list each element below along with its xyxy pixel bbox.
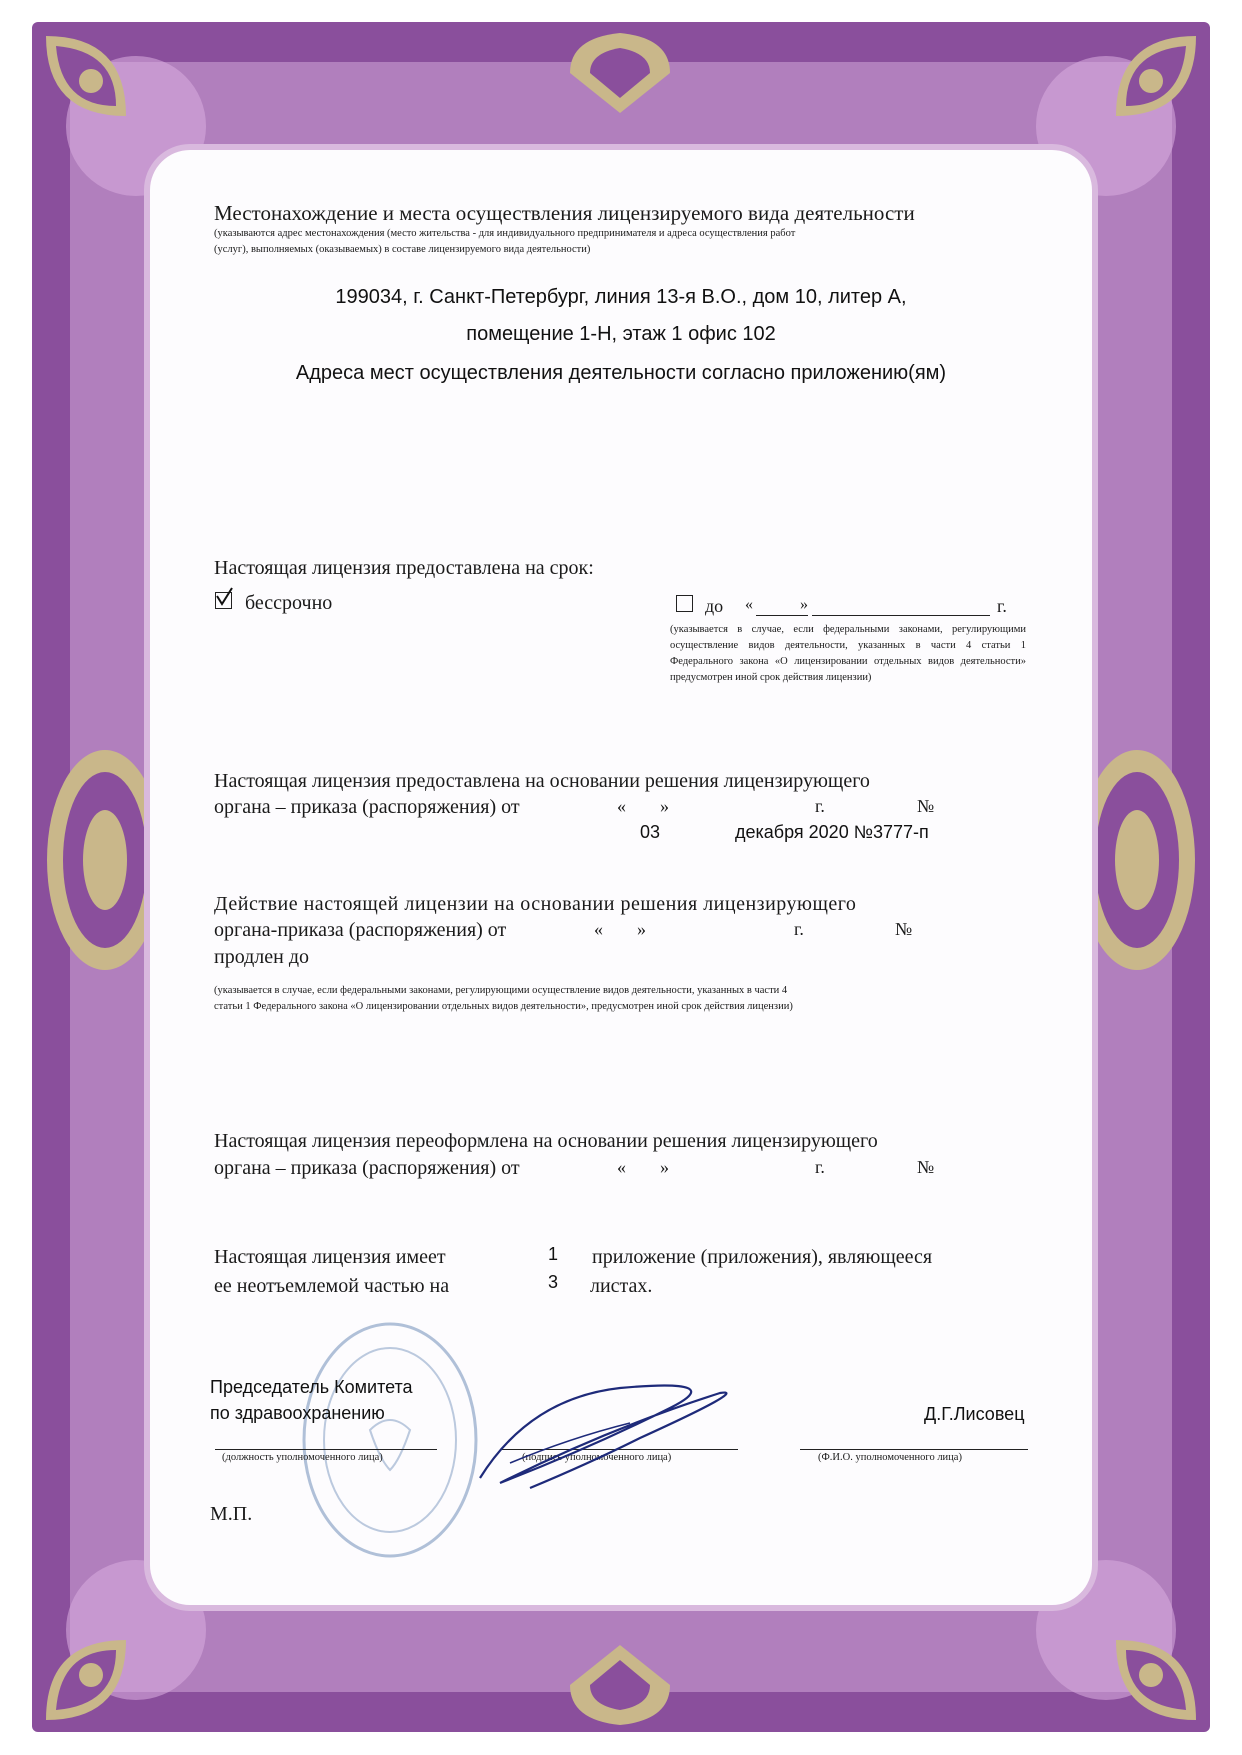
extended-open-quote: « [594,919,603,939]
extended-line1: Действие настоящей лицензии на основании решения лицензирующего [214,893,857,915]
attachments-left-line1: Настоящая лицензия имеет [214,1246,446,1268]
extended-line3: продлен до [214,946,310,968]
official-stamp-icon [300,1320,480,1560]
attachments-right-line2: листах. [590,1275,653,1297]
position-caption: (должность уполномоченного лица) [222,1452,383,1463]
until-day-blank [756,615,808,616]
reissued-line2: органа – приказа (распоряжения) от [214,1157,520,1179]
basis-number-sign: № [917,796,935,816]
addresses-reference: Адреса мест осуществления деятельности согласно приложению(ям) [295,362,947,384]
term-heading: Настоящая лицензия предоставлена на срок: [214,557,594,579]
extended-close-quote: » [637,919,646,939]
address-line2: помещение 1-Н, этаж 1 офис 102 [466,323,776,345]
basis-year-suffix: г. [815,796,825,816]
extended-number-sign: № [895,919,913,939]
signer-position-line2: по здравоохранению [210,1403,385,1423]
attachments-count: 1 [548,1244,559,1264]
reissued-open-quote: « [617,1157,626,1177]
attachments-left-line2: ее неотъемлемой частью на [214,1275,450,1297]
address-line1: 199034, г. Санкт-Петербург, линия 13-я В.О., дом 10, литер А, [335,286,907,308]
extended-note: (указывается в случае, если федеральными законами, регулирующими осуществление видов деятельности, указанных в части 4 статьи 1 Федерального закона «О лицензировании отдельных видов деятельности», предусмотрен иной срок действия лицензии) [214,985,793,1012]
basis-open-quote: « [617,796,626,816]
reissued-number-sign: № [917,1157,935,1177]
basis-line1: Настоящая лицензия предоставлена на основании решения лицензирующего [214,770,870,792]
until-month-blank [812,615,990,616]
location-heading: Местонахождение и места осуществления лицензируемого вида деятельности [214,201,915,225]
basis-line2: органа – приказа (распоряжения) от [214,796,520,818]
extended-line2: органа-приказа (распоряжения) от [214,919,507,941]
handwritten-signature-icon [470,1368,760,1498]
position-underline [215,1449,437,1450]
basis-day: 03 [640,822,661,842]
signer-position-line1: Председатель Комитета [210,1377,413,1397]
attachments-sheets-count: 3 [548,1272,559,1292]
top-ornament-icon [560,28,680,118]
until-close-quote: » [800,596,808,613]
until-date-checkbox[interactable] [676,595,693,612]
extended-year-suffix: г. [794,919,804,939]
name-underline [800,1449,1028,1450]
location-note-line1: (указываются адрес местонахождения (место жительства - для индивидуального предпринимателя и адреса осуществления работ [214,228,796,239]
until-label: до [705,596,724,616]
checkmark-icon [213,586,235,608]
signer-name: Д.Г.Лисовец [924,1404,1025,1424]
reissued-year-suffix: г. [815,1157,825,1177]
basis-close-quote: » [660,796,669,816]
signature-caption: (подпись уполномоченного лица) [522,1452,672,1463]
until-open-quote: « [745,596,753,613]
attachments-right-line1: приложение (приложения), являющееся [592,1246,933,1268]
seal-place-label: М.П. [210,1503,253,1525]
indefinite-label: бессрочно [245,592,333,614]
basis-date-number: декабря 2020 №3777-п [735,822,929,842]
name-caption: (Ф.И.О. уполномоченного лица) [818,1452,962,1463]
reissued-line1: Настоящая лицензия переоформлена на основании решения лицензирующего [214,1130,878,1152]
bottom-ornament-icon [560,1640,680,1730]
until-year-suffix: г. [997,596,1007,616]
location-note-line2: (услуг), выполняемых (оказываемых) в составе лицензируемого вида деятельности) [214,244,591,255]
until-note: (указывается в случае, если федеральными законами, регулирующими осуществление видов деятельности, указанных в части 4 статьи 1 Федерального закона «О лицензировании отдельных видов деятельности» предусмотрен иной срок действия лицензии) [670,624,1026,683]
reissued-close-quote: » [660,1157,669,1177]
